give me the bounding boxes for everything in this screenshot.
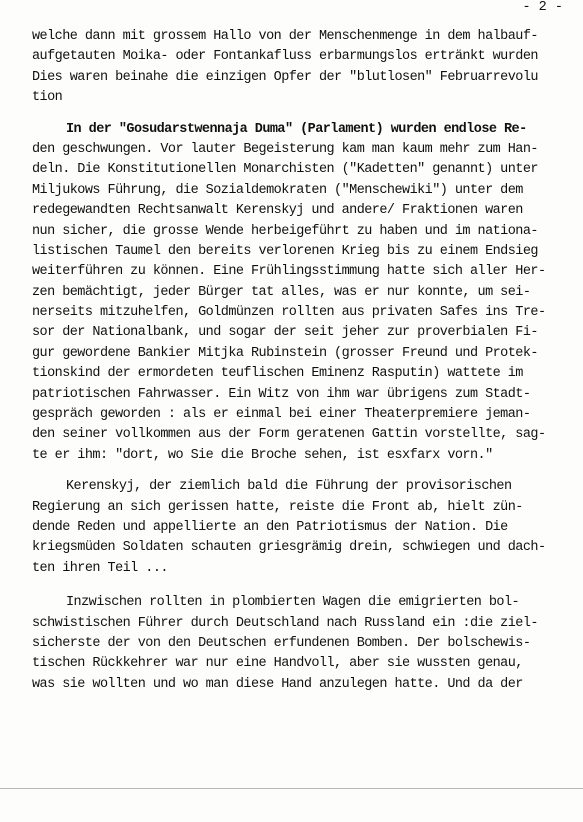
text-line: nun sicher, die grosse Wende herbeigeführt zu haben und im nationa-	[32, 223, 538, 239]
text-line: Miljukows Führung, die Sozialdemokraten ("Menschewiki") unter dem	[32, 182, 523, 198]
text-line: Regierung an sich gerissen hatte, reiste die Front ab, hielt zün-	[32, 499, 523, 515]
text-line: te er ihm: "dort, wo Sie die Broche sehen, ist esxfarx vorn."	[32, 447, 493, 463]
text-line: Kerenskyj, der ziemlich bald die Führung der provisorischen	[66, 479, 512, 495]
text-line: was sie wollten und wo man diese Hand anzulegen hatte. Und da der	[32, 676, 523, 692]
text-line: patriotischen Fahrwasser. Ein Witz von ihm war übrigens zum Stadt-	[32, 386, 531, 402]
text-line: redegewandten Rechtsanwalt Kerenskyj und andere/ Fraktionen waren	[32, 203, 523, 219]
text-line: tionskind der ermordeten teuflischen Eminenz Rasputin) wattete im	[32, 366, 523, 382]
text-line: den seiner vollkommen aus der Form geratenen Gattin vorstellte, sag-	[32, 427, 546, 443]
text-line: welche dann mit grossem Hallo von der Menschenmenge in dem halbauf-	[32, 29, 538, 44]
text-line: Dies waren beinahe die einzigen Opfer der "blutlosen" Februarrevolu	[32, 69, 538, 85]
text-line: weiterführen zu können. Eine Frühlingsstimmung hatte sich aller Her-	[32, 264, 546, 280]
text-line: In der "Gosudarstwennaja Duma" (Parlament) wurden endlose Re-	[66, 121, 527, 137]
paragraph	[32, 477, 572, 579]
text-line: Inzwischen rollten in plombierten Wagen die emigrierten bol-	[66, 595, 520, 611]
text-line: dende Reden und appellierte an den Patriotismus der Nation. Die	[32, 519, 508, 535]
text-line: ten ihren Teil ...	[32, 560, 168, 576]
paragraph	[32, 593, 572, 695]
text-line: aufgetauten Moika- oder Fontankafluss erbarmungslos ertränkt wurden	[32, 49, 538, 65]
text-line: listischen Taumel den bereits verlorenen Krieg bis zu einem Endsieg	[32, 243, 538, 259]
text-line: sor der Nationalbank, und sogar der seit jeher zur proverbialen Fi-	[32, 325, 538, 341]
paragraph	[32, 27, 572, 109]
page-number: - 2 -	[522, 0, 563, 15]
text-line: nerseits mitzuhelfen, Goldmünzen rollten aus privaten Safes ins Tre-	[32, 305, 546, 321]
text-line: gur gewordene Bankier Mitjka Rubinstein (grosser Freund und Protek-	[32, 345, 538, 361]
text-line: kriegsmüden Soldaten schauten griesgrämig drein, schwiegen und dach-	[32, 540, 546, 556]
text-line: tischen Rückkehrer war nur eine Handvoll, aber sie wussten genau,	[32, 656, 523, 672]
text-line: tion	[32, 90, 63, 106]
text-line: schwistischen Führer durch Deutschland nach Russland ein :die ziel-	[32, 615, 538, 631]
text-line: zen bemächtigt, jeder Bürger tat alles, was er nur konnte, um sei-	[32, 284, 531, 300]
body-text	[32, 27, 572, 695]
text-line: sicherste der von den Deutschen erfundenen Bomben. Der bolschewis-	[32, 635, 531, 651]
text-line: den geschwungen. Vor lauter Begeisterung kam man kaum mehr zum Han-	[32, 141, 538, 157]
text-line: deln. Die Konstitutionellen Monarchisten ("Kadetten" genannt) unter	[32, 162, 538, 178]
page-bottom-rule	[0, 788, 583, 789]
paragraph	[32, 120, 572, 467]
text-line: gespräch geworden : als er einmal bei einer Theaterpremiere jeman-	[32, 407, 531, 423]
